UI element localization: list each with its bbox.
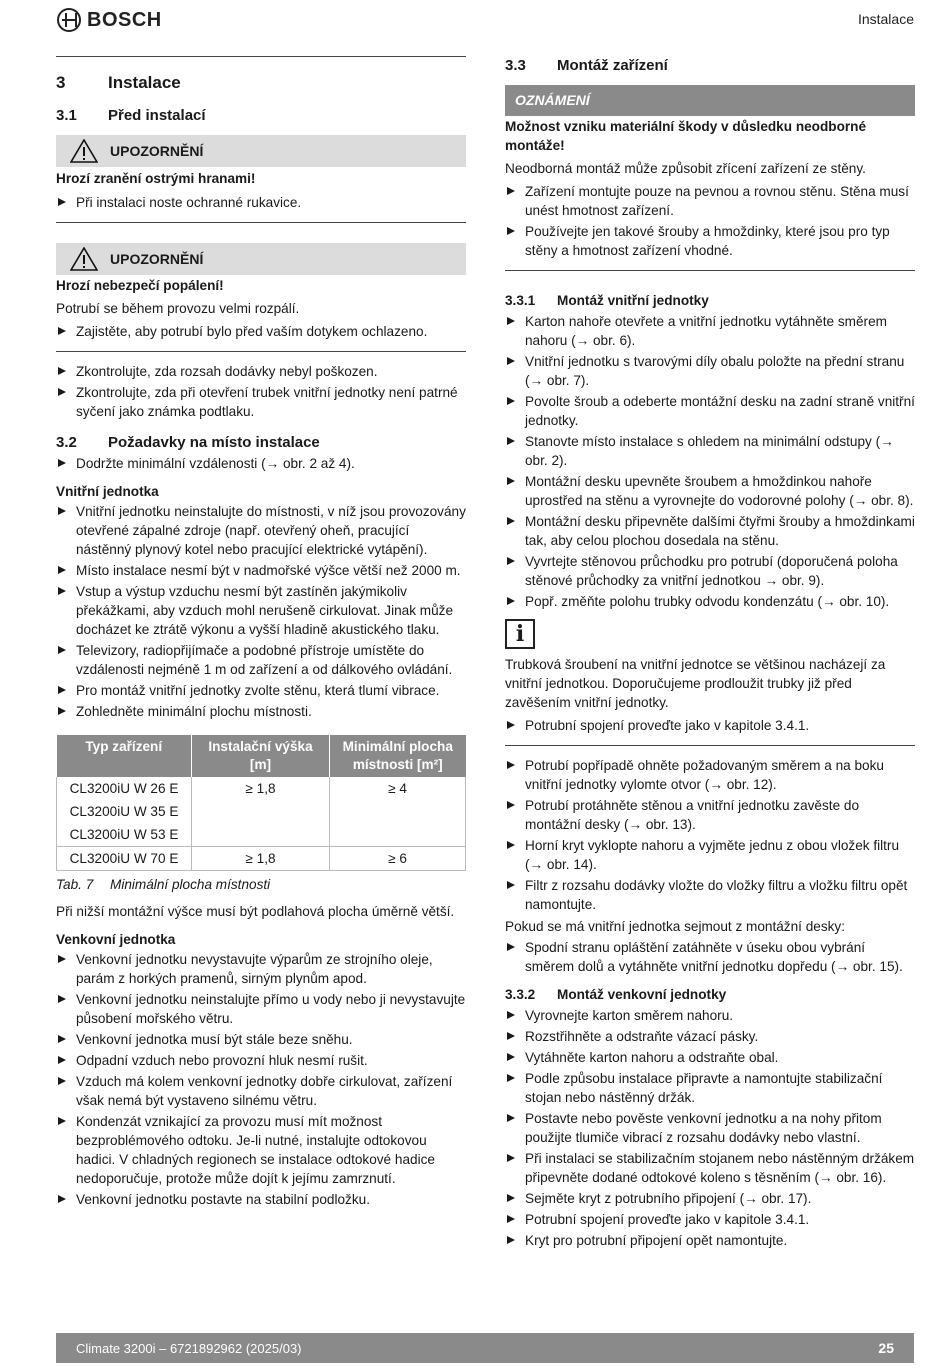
- table-cell: [192, 823, 330, 847]
- list-item: Odpadní vzduch nebo provozní hluk nesmí rušit.: [56, 1051, 466, 1070]
- list-item: Vytáhněte karton nahoru a odstraňte obal.: [505, 1048, 915, 1067]
- list-item: Montážní desku upevněte šroubem a hmoždinkou nahoře uprostřed na stěnu a vyrovnejte do vodorovné polohy (→ obr. 8).: [505, 472, 915, 510]
- warning-text: Potrubí se během provozu velmi rozpálí.: [56, 301, 300, 316]
- caption-text: Minimální plocha místnosti: [110, 877, 271, 892]
- warning-triangle-icon: [70, 139, 98, 163]
- warning-sharp-edges: [56, 135, 466, 223]
- warning-list: [56, 193, 466, 212]
- right-column: [505, 56, 915, 1252]
- list-item: Zohledněte minimální plochu místnosti.: [56, 702, 466, 721]
- list-item: Při instalaci se stabilizačním stojanem nebo nástěnným držákem připevněte dodané odtokové koleno s těsněním (→ obr. 16).: [505, 1149, 915, 1187]
- section-number: 3.3: [505, 57, 526, 74]
- section-3-2-heading: [56, 433, 466, 452]
- list-item: Vzduch má kolem venkovní jednotky dobře cirkulovat, zařízení však nemá být vystaveno silnému větru.: [56, 1072, 466, 1110]
- table-cell: ≥ 1,8: [192, 777, 330, 800]
- list-item: Místo instalace nesmí být v nadmořské výšce větší než 2000 m.: [56, 561, 466, 580]
- list-item: Horní kryt vyklopte nahoru a vyjměte jednu z obou vložek filtru (→ obr. 14).: [505, 836, 915, 874]
- section-title: Před instalací: [108, 107, 206, 124]
- list-item: Vstup a výstup vzduchu nesmí být zastíněn jakýmikoliv překážkami, aby vzduch mohl nerušeně cirkulovat. Jinak může docházet ke ztrátě výkonu a vyšší hladině akustického tlaku.: [56, 582, 466, 639]
- warning-bar: [56, 135, 466, 167]
- list-item: Postavte nebo pověste venkovní jednotku a na nohy přitom použijte tlumiče vibrací z rozsahu dodávky nebo vlastní.: [505, 1109, 915, 1147]
- list-item: Venkovní jednotku postavte na stabilní podložku.: [56, 1190, 466, 1209]
- list-item: Potrubí protáhněte stěnou a vnitřní jednotku zavěste do montážní desky (→ obr. 13).: [505, 796, 915, 834]
- list-item: Montážní desku připevněte dalšími čtyřmi šrouby a hmoždinkami tak, aby celou plochou dosedala na stěnu.: [505, 512, 915, 550]
- chapter-title: Instalace: [108, 73, 181, 92]
- remove-text: Pokud se má vnitřní jednotka sejmout z montážní desky:: [505, 919, 846, 934]
- page-number: 25: [878, 1339, 894, 1356]
- section-3-3-1-heading: [505, 291, 915, 310]
- section-3-1-heading: [56, 106, 466, 125]
- table-cell: ≥ 1,8: [192, 847, 330, 871]
- section-number: 3.2: [56, 434, 77, 451]
- warning-headline: Hrozí nebezpečí popálení!: [56, 278, 224, 293]
- list-item: Potrubí popřípadě ohněte požadovaným směrem a na boku vnitřní jednotky vylomte otvor (→ obr. 12).: [505, 756, 915, 794]
- table-cell: ≥ 4: [330, 777, 466, 800]
- table-cell: CL3200iU W 26 E: [57, 777, 192, 800]
- info-box: [505, 619, 915, 746]
- check-list: [56, 362, 466, 421]
- list-item: Zkontrolujte, zda při otevření trubek vnitřní jednotky není patrné syčení jako známka podtlaku.: [56, 383, 466, 421]
- warning-headline: Hrozí zranění ostrými hranami!: [56, 171, 256, 186]
- list-item: Používejte jen takové šrouby a hmoždinky, které jsou pro typ stěny a hmotnost zařízení vhodné.: [505, 222, 915, 260]
- table-cell: [330, 800, 466, 823]
- table-cell: CL3200iU W 35 E: [57, 800, 192, 823]
- section-number: 3.1: [56, 107, 77, 124]
- warning-burns: [56, 243, 466, 352]
- indoor-unit-list: [56, 502, 466, 721]
- list-item: Vnitřní jednotku s tvarovými díly obalu položte na přední stranu (→ obr. 7).: [505, 352, 915, 390]
- info-icon: i: [505, 619, 535, 649]
- outdoor-mounting-list: [505, 1006, 915, 1250]
- list-item: Venkovní jednotka musí být stále beze sněhu.: [56, 1030, 466, 1049]
- running-title: Instalace: [857, 11, 914, 27]
- table-note: Při nižší montážní výšce musí být podlahová plocha úměrně větší.: [56, 904, 455, 919]
- list-item: Rozstřihněte a odstraňte vázací pásky.: [505, 1027, 915, 1046]
- list-item: Televizory, radiopřijímače a podobné přístroje umístěte do vzdálenosti nejméně 1 m od zařízení a od dálkového ovládání.: [56, 641, 466, 679]
- list-item: Při instalaci noste ochranné rukavice.: [56, 193, 466, 212]
- table-cell: CL3200iU W 70 E: [57, 847, 192, 871]
- list-item: Filtr z rozsahu dodávky vložte do vložky filtru a vložku filtru opět namontujte.: [505, 876, 915, 914]
- document-id: Climate 3200i – 6721892962 (2025/03): [76, 1340, 302, 1356]
- list-item: Zajistěte, aby potrubí bylo před vaším dotykem ochlazeno.: [56, 322, 466, 341]
- list-item: Venkovní jednotku nevystavujte výparům ze strojního oleje, parám z horkých pramenů, sirným plynům apod.: [56, 950, 466, 988]
- list-item: Zařízení montujte pouze na pevnou a rovnou stěnu. Stěna musí unést hmotnost zařízení.: [505, 182, 915, 220]
- table-row: [57, 847, 466, 871]
- table-cell: [330, 823, 466, 847]
- list-item: Karton nahoře otevřete a vnitřní jednotku vytáhněte směrem nahoru (→ obr. 6).: [505, 312, 915, 350]
- chapter-number: 3: [56, 73, 66, 92]
- list-item: Vnitřní jednotku neinstalujte do místnosti, v níž jsou provozovány otevřené zápalné zdroje (např. otevřený oheň, pracující nástěnný plynový kotel nebo pracující elektrické vytápění).: [56, 502, 466, 559]
- list-item: Vyrovnejte karton směrem nahoru.: [505, 1006, 915, 1025]
- notice-bar: OZNÁMENÍ: [505, 85, 915, 116]
- notice-box: [505, 85, 915, 271]
- bosch-armature-icon: [57, 8, 81, 32]
- list-item: Potrubní spojení proveďte jako v kapitole 3.4.1.: [505, 716, 915, 735]
- table-row: [57, 777, 466, 800]
- top-rule: [56, 56, 466, 57]
- notice-headline: Možnost vzniku materiální škody v důsledku neodborné montáže!: [505, 119, 867, 153]
- section-title: Montáž vnitřní jednotky: [557, 293, 709, 308]
- list-item: Popř. změňte polohu trubky odvodu kondenzátu (→ obr. 10).: [505, 592, 915, 611]
- section-number: 3.3.1: [505, 293, 536, 308]
- table-header-cell: Minimální plocha místnosti [m²]: [330, 735, 466, 777]
- list-item: Spodní stranu opláštění zatáhněte v úseku obou vybrání směrem dolů a vytáhněte vnitřní jednotku dopředu (→ obr. 15).: [505, 938, 915, 976]
- list-item: Sejměte kryt z potrubního připojení (→ obr. 17).: [505, 1189, 915, 1208]
- remove-list: [505, 938, 915, 976]
- brand-name: BOSCH: [87, 8, 162, 31]
- section-3-3-heading: [505, 56, 915, 75]
- page-footer: [56, 1333, 914, 1363]
- table-row: [57, 823, 466, 847]
- list-item: Zkontrolujte, zda rozsah dodávky nebyl poškozen.: [56, 362, 466, 381]
- list-item: Povolte šroub a odeberte montážní desku na zadní straně vnitřní jednotky.: [505, 392, 915, 430]
- warning-label: UPOZORNĚNÍ: [110, 142, 204, 159]
- list-item: Potrubní spojení proveďte jako v kapitole 3.4.1.: [505, 1210, 915, 1229]
- indoor-unit-heading: Vnitřní jednotka: [56, 484, 159, 499]
- section-3-2-list: [56, 454, 466, 473]
- indoor-mounting-list: [505, 312, 915, 611]
- room-area-table: [56, 735, 466, 871]
- page-header: [0, 0, 950, 44]
- notice-list: [505, 182, 915, 260]
- section-title: Montáž venkovní jednotky: [557, 987, 727, 1002]
- list-item: Vyvrtejte stěnovou průchodku pro potrubí (doporučená poloha stěnové průchodky za vnitřní jednotkou → obr. 9).: [505, 552, 915, 590]
- section-number: 3.3.2: [505, 987, 536, 1002]
- outdoor-unit-list: [56, 950, 466, 1209]
- pipe-list: [505, 756, 915, 914]
- list-item: Podle způsobu instalace připravte a namontujte stabilizační stojan nebo nástěnný držák.: [505, 1069, 915, 1107]
- warning-bar: [56, 243, 466, 275]
- table-row: [57, 800, 466, 823]
- table-header-cell: Instalační výška [m]: [192, 735, 330, 777]
- chapter-heading: [56, 73, 466, 92]
- list-item: Stanovte místo instalace s ohledem na minimální odstupy (→ obr. 2).: [505, 432, 915, 470]
- table-header-cell: Typ zařízení: [57, 735, 192, 777]
- list-item: Kondenzát vznikající za provozu musí mít možnost bezproblémového odtoku. Je-li nutné, instalujte odtokovou hadici. V chladných regionech se instalace odtokové hadice nedoporučuje, protože může dojít k jejímu zamrznutí.: [56, 1112, 466, 1188]
- section-3-3-2-heading: [505, 985, 915, 1004]
- list-item: Dodržte minimální vzdálenosti (→ obr. 2 až 4).: [56, 454, 466, 473]
- table-cell: CL3200iU W 53 E: [57, 823, 192, 847]
- notice-text: Neodborná montáž může způsobit zřícení zařízení ze stěny.: [505, 161, 866, 176]
- section-title: Montáž zařízení: [557, 57, 668, 74]
- list-item: Venkovní jednotku neinstalujte přímo u vody nebo ji nevystavujte působení mořského větru.: [56, 990, 466, 1028]
- section-title: Požadavky na místo instalace: [108, 434, 320, 451]
- table-cell: ≥ 6: [330, 847, 466, 871]
- caption-number: Tab. 7: [56, 877, 94, 892]
- list-item: Pro montáž vnitřní jednotky zvolte stěnu, která tlumí vibrace.: [56, 681, 466, 700]
- warning-list: [56, 322, 466, 341]
- table-cell: [192, 800, 330, 823]
- outdoor-unit-heading: Venkovní jednotka: [56, 932, 176, 947]
- warning-label: UPOZORNĚNÍ: [110, 250, 204, 267]
- table-caption: [56, 875, 466, 894]
- bosch-logo: [57, 8, 162, 32]
- list-item: Kryt pro potrubní připojení opět namontujte.: [505, 1231, 915, 1250]
- left-column: [56, 56, 466, 1211]
- info-text: Trubková šroubení na vnitřní jednotce se většinou nacházejí za vnitřní jednotkou. Doporučujeme prodloužit trubky již před zavěšením vnitřní jednotky.: [505, 657, 886, 710]
- table-header-row: [57, 735, 466, 777]
- info-list: [505, 716, 915, 735]
- warning-triangle-icon: [70, 247, 98, 271]
